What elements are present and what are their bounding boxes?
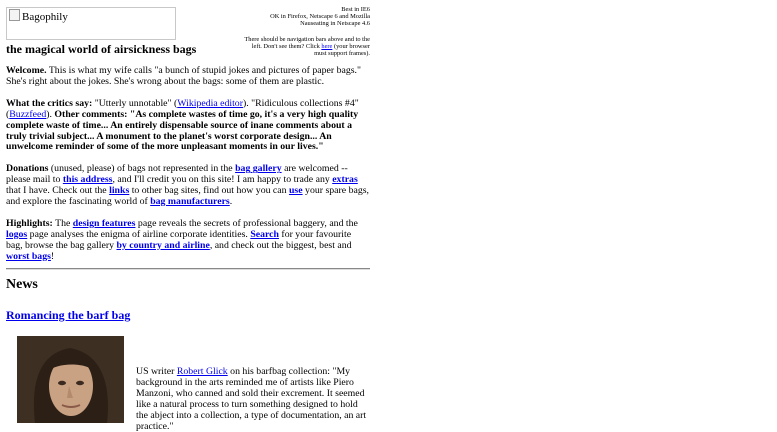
compat-line: OK in Firefox, Netscape 6 and Mozilla (270, 13, 370, 21)
article-body (136, 366, 370, 432)
extras-link[interactable]: extras (332, 174, 358, 186)
section-divider (6, 268, 370, 270)
search-link[interactable]: Search (250, 228, 279, 240)
logo-alt-text: Bagophily (22, 11, 68, 23)
robert-glick-link[interactable]: Robert Glick (176, 366, 228, 377)
critics-quote-1: "Utterly unnotable" ( (92, 97, 178, 109)
worst-bags-link[interactable]: worst bags (6, 250, 51, 262)
author-photo (17, 336, 124, 423)
site-tagline: the magical world of airsickness bags (6, 42, 197, 56)
donations-text: . (229, 196, 233, 208)
highlights-text: ! (50, 250, 55, 262)
welcome-text: This is what my wife calls "a bunch of stupid jokes and pictures of paper bags." She's right about the jokes. She's wrong about the bags: some of them are plastic. (6, 65, 361, 87)
donations-text: , and I'll credit you on this site! I am happy to trade any (112, 174, 333, 186)
mail-address-link[interactable]: this address (62, 174, 113, 186)
article-title-link[interactable]: Romancing the barf bag (6, 308, 131, 322)
links-link[interactable]: links (109, 185, 130, 197)
donations-text: (unused, please) of bags not represented in the (48, 163, 236, 175)
nav-note-text-end: (your browser must support frames). (314, 43, 370, 58)
compat-line: Best in IE6 (341, 6, 370, 13)
critics-lead: What the critics say: (6, 97, 93, 109)
broken-image-icon (9, 9, 20, 21)
highlights-text: The (52, 217, 73, 229)
browser-compat-note (196, 6, 370, 28)
highlights-lead: Highlights: (6, 217, 53, 229)
critics-quote-2: ). "Ridiculous collections #4" ( (6, 97, 359, 120)
navigation-note (238, 36, 370, 58)
article-title[interactable] (6, 308, 130, 323)
article-text: US writer (136, 366, 177, 377)
by-country-airline-link[interactable]: by country and airline (116, 239, 210, 251)
donations-paragraph (6, 164, 370, 208)
welcome-paragraph (6, 66, 370, 88)
donations-lead: Donations (6, 163, 49, 175)
critics-paragraph (6, 99, 370, 154)
highlights-text: page analyses the enigma of airline corporate identities. (27, 228, 251, 240)
design-features-link[interactable]: design features (72, 217, 136, 229)
use-link[interactable]: use (288, 185, 303, 197)
highlights-text: for your favourite bag, browse the bag gallery (6, 228, 352, 251)
main-content (6, 66, 370, 274)
highlights-paragraph (6, 219, 370, 263)
highlights-text: page reveals the secrets of professional baggery, and the (135, 217, 358, 229)
donations-text: are welcomed -- please mail to (6, 163, 348, 186)
article-text-continued: on his barfbag collection: "My background in the arts reminded me of artists like Piero Manzoni, who canned and sold their excrement. It seemed like a natural process to turn something designed to hold the abject into a collection, a type of documentation, an art practice." (136, 366, 367, 432)
bag-gallery-link[interactable]: bag gallery (235, 163, 282, 175)
highlights-text: , and check out the biggest, best and (209, 239, 352, 251)
portrait-image (17, 336, 124, 423)
donations-text: your spare bags, and explore the fascinating world of (6, 185, 369, 208)
buzzfeed-link[interactable]: Buzzfeed (9, 108, 47, 120)
critics-quote-3: ). (46, 108, 52, 120)
bag-manufacturers-link[interactable]: bag manufacturers (150, 196, 230, 208)
site-logo[interactable] (6, 7, 176, 40)
nav-note-text: There should be navigation bars above and to the left. Don't see them? Click (244, 36, 370, 51)
welcome-lead: Welcome. (6, 65, 47, 76)
donations-text: to other bag sites, find out how you can (129, 185, 289, 197)
other-comments-lead: Other comments: (51, 108, 128, 120)
frames-here-link[interactable]: here (321, 43, 333, 51)
compat-line: Nauseating in Netscape 4.6 (300, 20, 370, 28)
logos-link[interactable]: logos (6, 228, 28, 240)
news-heading: News (6, 277, 38, 292)
donations-text: that I have. Check out the (6, 185, 110, 197)
other-comments-text: "As complete wastes of time go, it's a very high quality complete waste of time... An entirely dispensable source of inane comments about a truly trivial subject... A monument to the planet's worst corporate design... An unwelcome reminder of some of the more unpleasant moments in our lives." (6, 108, 359, 153)
wikipedia-editor-link[interactable]: Wikipedia editor (177, 97, 243, 109)
